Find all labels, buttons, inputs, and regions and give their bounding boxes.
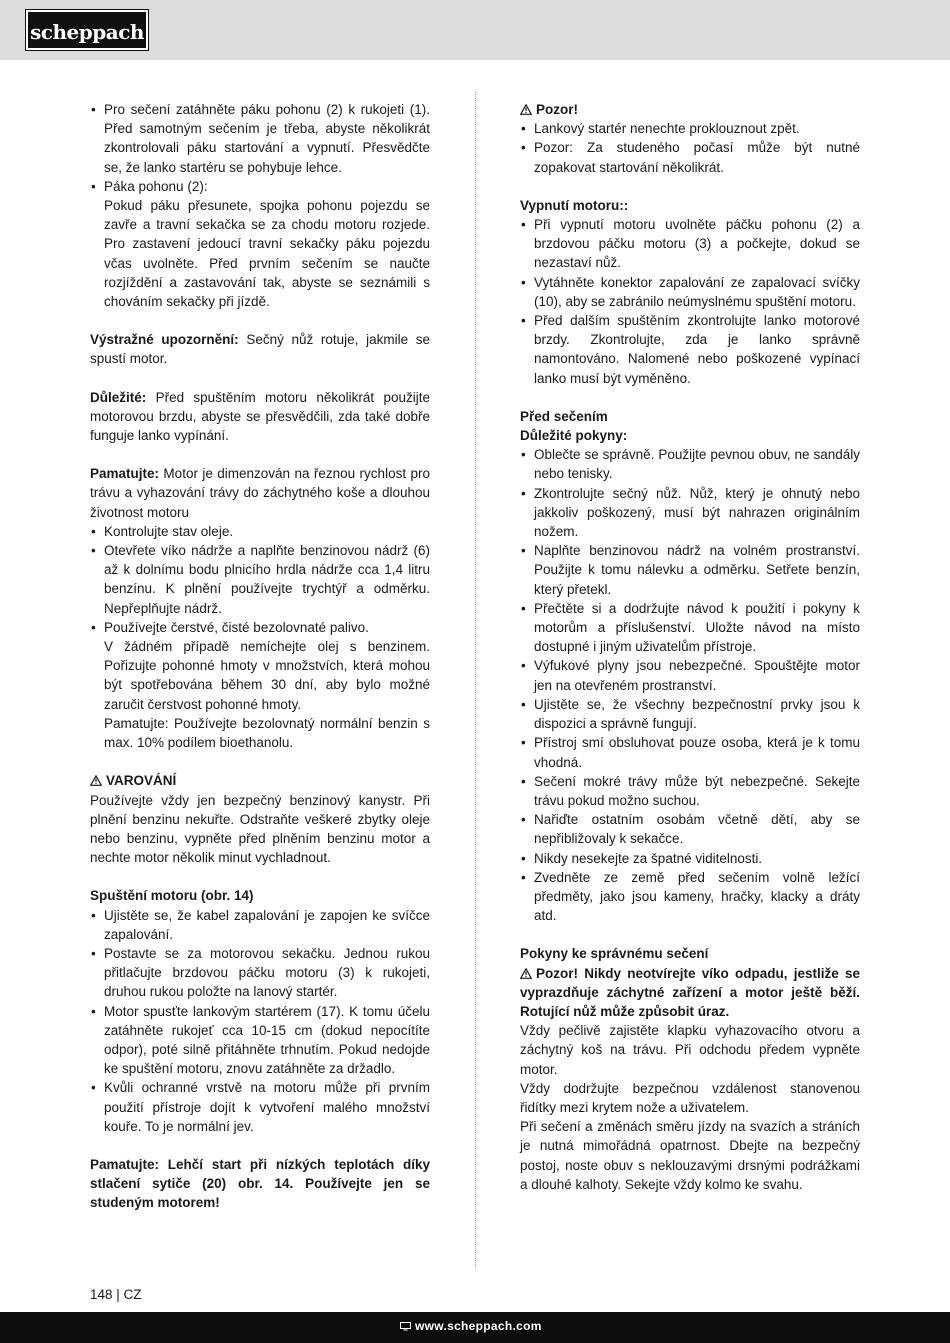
- warning-text: Sečný nůž rotuje, jakmile se spustí motor.: [90, 332, 430, 367]
- list-item: • Kontrolujte stav oleje.: [90, 522, 430, 541]
- mowing-warning-text: Pozor! Nikdy neotvírejte víko odpadu, jestliže se vyprazdňuje záchytné zařízení a motor ještě běží. Rotující nůž může způsobit úraz.: [520, 965, 860, 1019]
- list-item: • Sečení mokré trávy může být nebezpečné. Sekejte trávu pokud možno suchou.: [520, 772, 860, 810]
- list-item: • Nikdy nesekejte za špatné viditelnosti.: [520, 849, 860, 868]
- list-item: • Zvedněte ze země před sečením volně ležící předměty, jako jsou kameny, hračky, klacky a dráty atd.: [520, 868, 860, 926]
- website-url[interactable]: www.scheppach.com: [415, 1319, 542, 1333]
- stop-list: [520, 215, 860, 388]
- page-number: 148 | CZ: [90, 1287, 142, 1302]
- list-item: • Motor spusťte lankovým startérem (17). K tomu účelu zatáhněte rukojeť cca 10-15 cm (dokud nepocítíte odpor), poté silně přitáhněte trhnutím. Pokud nedojde ke spuštění motoru, znovu zatáhněte za držadlo.: [90, 1002, 430, 1079]
- warning-triangle-icon: [90, 775, 102, 786]
- list-item: • Vytáhněte konektor zapalování ze zapalovací svíčky (10), aby se zabránilo neúmyslnému spuštění motoru.: [520, 273, 860, 311]
- mowing-paragraph-3: Při sečení a změnách směru jízdy na svazích a stráních je nutná mimořádná opatrnost. Dbejte na bezpečný postoj, noste obuv s neklouzavými drsnými podrážkami a dlouhé kalhoty. Sekejte vždy kolmo ke svahu.: [520, 1119, 860, 1192]
- varovani-title: VAROVÁNÍ: [106, 773, 177, 789]
- list-item: • Otevřete víko nádrže a naplňte benzinovou nádrž (6) až k dolnímu bodu plnicího hrdla nádrže cca 1,4 litru benzínu. K plnění používejte trychtýř a odměrku. Nepřeplňujte nádrž.: [90, 541, 430, 618]
- list-item: • Páka pohonu (2):: [90, 177, 430, 196]
- list-item: • Pozor: Za studeného počasí může být nutné zopakovat startování několikrát.: [520, 138, 860, 176]
- brand-logo: scheppach: [26, 10, 148, 50]
- intro-list: [90, 100, 430, 196]
- list-item: • Lankový startér nenechte proklouznout zpět.: [520, 119, 860, 138]
- mowing-heading: Pokyny ke správnému sečení: [520, 946, 709, 962]
- page-footer: [0, 1312, 950, 1343]
- mowing-paragraph-2: Vždy dodržujte bezpečnou vzdálenost stanovenou řidítky mezi krytem nože a uživatelem.: [520, 1080, 860, 1115]
- drive-lever-text: Pokud páku přesunete, spojka pohonu pojezdu se zavře a travní sekačka se za chodu motoru rozjede. Pro zastavení jedoucí travní sekačky páku pojezdu včas uvolněte. Před prvním sečením se naučte rozjíždění a zastavování tak, abyste se seznámili s chováním sekačky při jízdě.: [104, 198, 430, 310]
- mowing-warning: [520, 964, 860, 1022]
- list-item: • Ujistěte se, že kabel zapalování je zapojen ke svíčce zapalování.: [90, 906, 430, 944]
- list-item: • Nařiďte ostatním osobám včetně dětí, aby se nepřibližovaly k sekačce.: [520, 810, 860, 848]
- start-heading: Spuštění motoru (obr. 14): [90, 888, 254, 904]
- fuel-list: [90, 522, 430, 637]
- pozor-title: Pozor!: [536, 102, 578, 117]
- warning-triangle-icon: [520, 968, 532, 979]
- left-column: [90, 100, 430, 1213]
- list-item: • Zkontrolujte sečný nůž. Nůž, který je ohnutý nebo jakkoliv poškozený, musí být nahrazen originálním nožem.: [520, 484, 860, 542]
- column-divider: [475, 92, 476, 1267]
- pozor-list: [520, 119, 860, 177]
- list-item: • Používejte čerstvé, čisté bezolovnaté palivo.: [90, 618, 430, 637]
- list-item: • Přístroj smí obsluhovat pouze osoba, která je k tomu vhodná.: [520, 733, 860, 771]
- important-label: Důležité:: [90, 389, 147, 405]
- cold-start-note: Pamatujte: Lehčí start při nízkých teplotách díky stlačení sytiče (20) obr. 14. Používejte jen se studeným motorem!: [90, 1156, 430, 1211]
- list-item: • Ujistěte se, že všechny bezpečnostní prvky jsou k dispozici a správně fungují.: [520, 695, 860, 733]
- pozor-heading: [520, 100, 860, 119]
- notes-list: [520, 445, 860, 925]
- list-item: • Přečtěte si a dodržujte návod k použití i pokyny k motorům a příslušenství. Uložte návod na místo dostupné i jiným uživatelům přístroje.: [520, 599, 860, 657]
- list-item: • Kvůli ochranné vrstvě na motoru může při prvním použití přístroje dojít k vytvoření malého množství kouře. To je normální jev.: [90, 1078, 430, 1136]
- list-item: • Oblečte se správně. Použijte pevnou obuv, ne sandály nebo tenisky.: [520, 445, 860, 483]
- stop-heading: Vypnutí motoru::: [520, 197, 629, 213]
- important-paragraph: [90, 388, 430, 446]
- important-notes-heading: Důležité pokyny:: [520, 428, 628, 444]
- before-mowing-heading: Před sečením: [520, 408, 608, 424]
- mowing-paragraph-1: Vždy pečlivě zajistěte klapku vyhazovacího otvoru a záchytný koš na trávu. Při odchodu předem vypněte motor.: [520, 1023, 860, 1077]
- list-item: • Před dalším spuštěním zkontrolujte lanko motorové brzdy. Zkontrolujte, zda je lanko správně namontováno. Nalomené nebo poškozené vypínací lanko musí být vyměněno.: [520, 311, 860, 388]
- varovani-text: Používejte vždy jen bezpečný benzinový kanystr. Při plnění benzinu nekuřte. Odstraňte veškeré zbytky oleje nebo benzinu, vypněte před plněním benzinu motor a nechte motor několik minut vychladnout.: [90, 792, 430, 866]
- language-code: CZ: [123, 1287, 142, 1302]
- page-header: [0, 0, 950, 60]
- footer-link[interactable]: [400, 1319, 542, 1333]
- list-item: • Postavte se za motorovou sekačku. Jednou rukou přitlačujte brzdovou páčku motoru (3) k rukojeti, druhou rukou položte na lanový startér.: [90, 944, 430, 1002]
- list-item: • Při vypnutí motoru uvolněte páčku pohonu (2) a brzdovou páčku motoru (3) a počkejte, dokud se nezastaví nůž.: [520, 215, 860, 273]
- right-column: [520, 100, 860, 1194]
- warning-label: Výstražné upozornění:: [90, 332, 239, 348]
- monitor-icon: [400, 1322, 411, 1331]
- fuel-note-2: Pamatujte: Používejte bezolovnatý normální benzin s max. 10% podílem bioethanolu.: [104, 715, 430, 751]
- varovani-heading: [90, 771, 430, 790]
- list-item: • Pro sečení zatáhněte páku pohonu (2) k rukojeti (1). Před samotným sečením je třeba, abyste několikrát zkontrolovali páku startování a vypnutí. Přesvědčte se, že lanko startéru se pohybuje lehce.: [90, 100, 430, 177]
- start-list: [90, 906, 430, 1136]
- fuel-note: V žádném případě nemíchejte olej s benzinem. Pořizujte pohonné hmoty v množstvích, která mohou být spotřebována během 30 dní, aby bylo možné zaručit čerstvost pohonné hmoty.: [104, 639, 430, 712]
- page-number-value: 148: [90, 1287, 113, 1302]
- important-text: Před spuštěním motoru několikrát použijte motorovou brzdu, abyste se přesvědčili, zda také dobře funguje lanko vypínání.: [90, 389, 430, 444]
- list-item: • Výfukové plyny jsou nebezpečné. Spouštějte motor jen na otevřeném prostranství.: [520, 656, 860, 694]
- warning-paragraph: [90, 330, 430, 368]
- remember-paragraph: [90, 464, 430, 522]
- remember-label: Pamatujte:: [90, 466, 160, 482]
- list-item: • Naplňte benzinovou nádrž na volném prostranství. Použijte k tomu nálevku a odměrku. Setřete benzín, který přetekl.: [520, 541, 860, 599]
- warning-triangle-icon: [520, 104, 532, 115]
- remember-text: Motor je dimenzován na řeznou rychlost pro trávu a vyhazování trávy do záchytného koše a dlouhou životnost motoru: [90, 466, 430, 520]
